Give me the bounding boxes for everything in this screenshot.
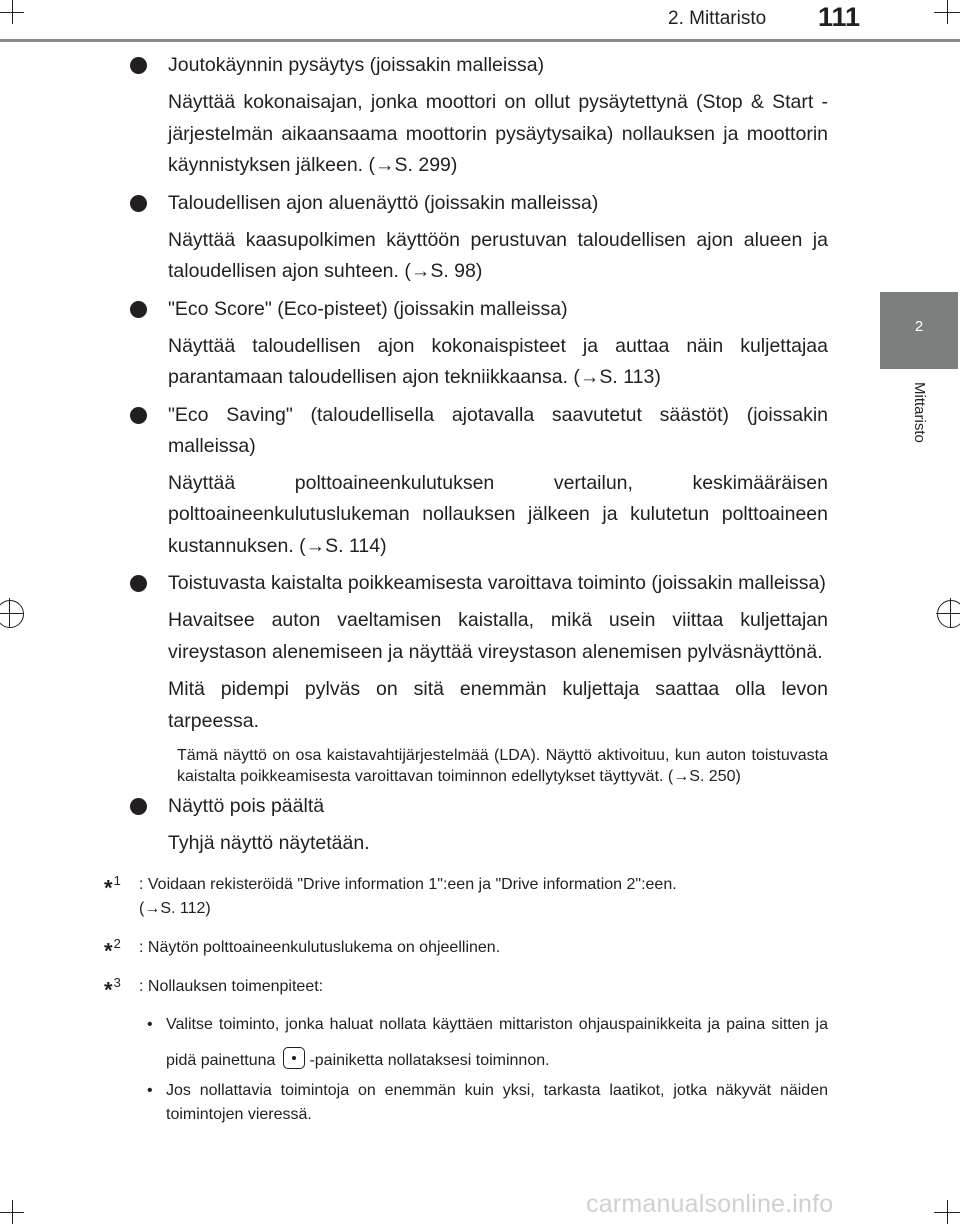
bullet-icon — [130, 575, 147, 592]
bullet-icon — [130, 407, 147, 424]
item-title: "Eco Saving" (taloudellisella ajotavalla saavutetut säästöt) (joissakin malleissa) — [168, 403, 828, 457]
footnote — [104, 974, 828, 1002]
footnote — [104, 872, 828, 900]
watermark: carmanualsonline.info — [586, 1190, 834, 1218]
item-title: Joutokäynnin pysäytys (joissakin malleissa) — [168, 54, 545, 76]
header-rule — [0, 39, 960, 42]
item-description: Havaitsee auton vaeltamisen kaistalla, mikä usein viittaa kuljettajan vireystason alenemiseen ja näyttää vireystason alenemisen pylväsnäyttönä. — [168, 609, 828, 663]
bullet-icon — [130, 798, 147, 815]
reset-step-text: Jos nollattavia toimintoja on enemmän kuin yksi, tarkasta laatikot, jotka näkyvät näiden toimintojen vieressä. — [166, 1081, 828, 1123]
footnote — [104, 935, 828, 963]
item-title: Taloudellisen ajon aluenäyttö (joissakin malleissa) — [168, 191, 599, 214]
list-item — [130, 791, 828, 860]
bullet-icon — [130, 195, 147, 212]
item-title: Näyttö pois päältä — [168, 795, 325, 817]
page-content — [104, 50, 828, 1127]
list-item — [130, 188, 828, 288]
item-title: "Eco Score" (Eco-pisteet) (joissakin malleissa) — [168, 297, 568, 320]
bullet-icon — [130, 301, 147, 318]
sub-bullet: • — [147, 1015, 153, 1033]
chapter-tab-label-text: Mittaristo — [911, 382, 928, 443]
chapter-tab-number: 2 — [914, 318, 924, 335]
footnotes — [104, 872, 828, 1127]
item-description: Tyhjä näyttö näytetään. — [168, 832, 370, 854]
item-description: Näyttää polttoaineenkulutuksen vertailun, keskimääräisen polttoaineenkulutuslukeman nollauksen jälkeen ja kulutetun polttoaineen kustannuksen. (→S. 114) — [168, 471, 828, 557]
list-item — [130, 400, 828, 563]
registration-mark-right — [936, 598, 960, 628]
item-description: Näyttää taloudellisen ajon kokonaispisteet ja auttaa näin kuljettajaa parantamaan taloudellisen ajon tekniikkaansa. (→S. 113) — [168, 334, 828, 388]
footnote-text: : Näytön polttoaineenkulutuslukema on ohjeellinen. — [139, 938, 501, 956]
page-number: 111 — [818, 2, 861, 32]
registration-mark-top-right — [934, 0, 960, 24]
item-description: Näyttää kokonaisajan, jonka moottori on ollut pysäytettynä (Stop & Start -järjestelmän aikaansaama moottorin pysäytysaika) nollauksen ja moottorin käynnistyksen jälkeen. (→S. 299) — [168, 91, 828, 176]
registration-mark-top-left — [0, 0, 24, 24]
item-note: Tämä näyttö on osa kaistavahtijärjestelmää (LDA). Näyttö aktivoituu, kun auton toistuvasta kaistalta poikkeamisesta varoittavan toiminnon edellytykset täyttyvät. (→S. 250) — [177, 747, 828, 785]
list-item — [130, 568, 828, 787]
bullet-icon — [130, 57, 147, 74]
sub-bullet: • — [147, 1081, 153, 1099]
footnote-mark: *$^2$ — [104, 935, 121, 963]
reset-step-text: Valitse toiminto, jonka haluat nollata käyttäen mittariston ohjauspainikkeita ja paina sitten ja pidä painettuna — [166, 1015, 828, 1069]
ok-button-icon — [283, 1047, 305, 1069]
reset-step-text-end: -painiketta nollataksesi toiminnon. — [309, 1051, 550, 1069]
header-section-title: 2. Mittaristo — [668, 8, 767, 29]
item-title: Toistuvasta kaistalta poikkeamisesta varoittava toiminto (joissakin malleissa) — [168, 572, 826, 594]
list-item — [130, 294, 828, 394]
item-description-2: Mitä pidempi pylväs on sitä enemmän kuljettaja saattaa olla levon tarpeessa. — [168, 678, 828, 732]
chapter-tab-label — [906, 382, 930, 472]
reset-step — [104, 1007, 828, 1079]
reset-step — [104, 1079, 828, 1127]
registration-mark-left — [0, 598, 24, 628]
registration-mark-bottom-left — [0, 1200, 24, 1224]
list-item — [130, 50, 828, 182]
item-description: Näyttää kaasupolkimen käyttöön perustuvan taloudellisen ajon alueen ja taloudellisen ajon suhteen. (→S. 98) — [168, 228, 828, 282]
footnote-mark: *$^3$ — [104, 974, 121, 1002]
chapter-tab — [880, 292, 958, 369]
registration-mark-bottom-right — [934, 1200, 960, 1224]
footnote-text: : Nollauksen toimenpiteet: — [139, 977, 324, 995]
footnote-text: : Voidaan rekisteröidä "Drive information 1":een ja "Drive information 2":een. — [139, 875, 677, 893]
footnote-text-continued: (→S. 112) — [139, 899, 211, 917]
footnote-mark: *$^1$ — [104, 872, 121, 900]
